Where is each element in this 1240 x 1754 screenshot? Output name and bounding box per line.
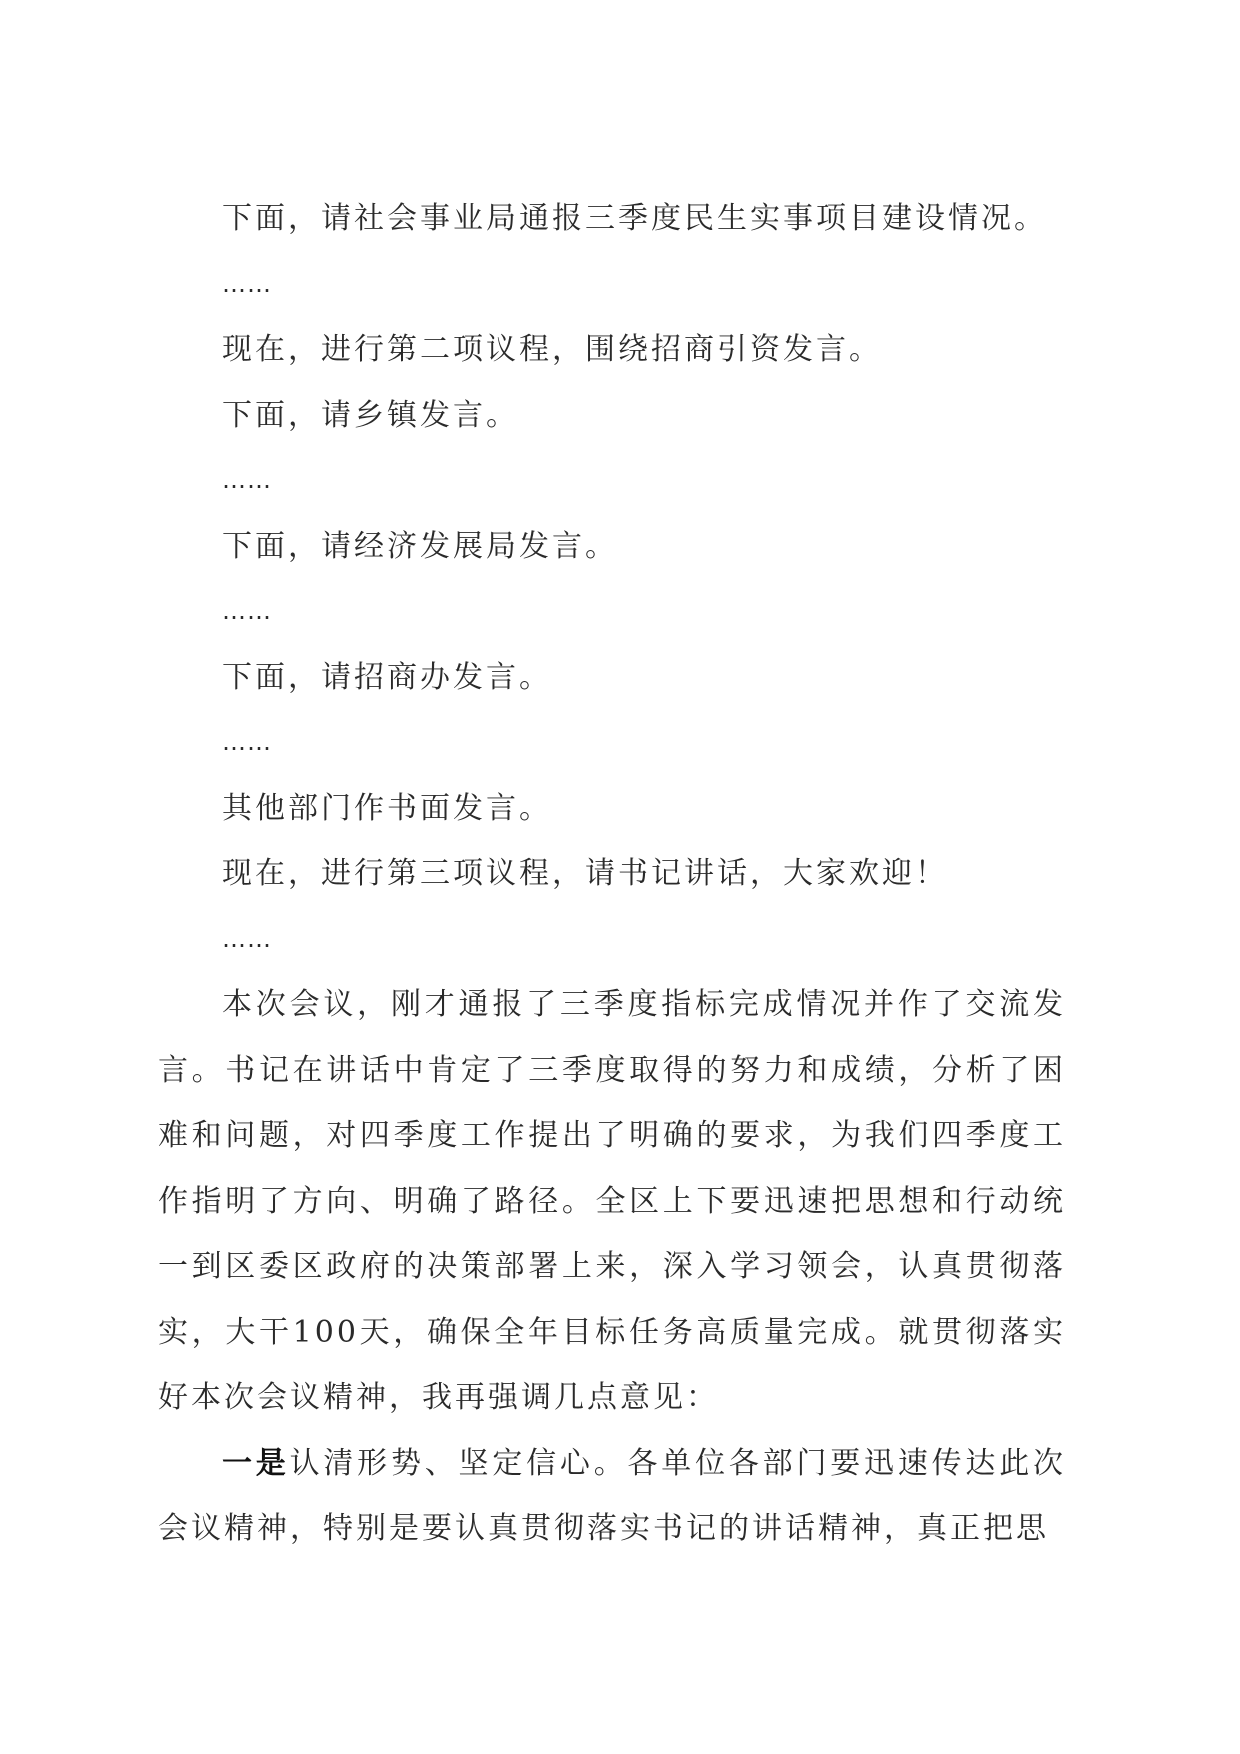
agenda-line-7: 现在，进行第三项议程，请书记讲话，大家欢迎！ bbox=[222, 856, 948, 891]
summary-paragraph: 本次会议，刚才通报了三季度指标完成情况并作了交流发言。书记在讲话中肯定了三季度取得的努力和成绩，分析了困难和问题，对四季度工作提出了明确的要求，为我们四季度工作指明了方向、明确了路径。全区上下要迅速把思想和行动统一到区委区政府的决策部署上来，深入学习领会，认真贯彻落实，大干100天，确保全年目标任务高质量完成。就贯彻落实好本次会议精神，我再强调几点意见： bbox=[158, 987, 1066, 1415]
agenda-line-3: 下面，请乡镇发言。 bbox=[222, 397, 519, 433]
document-body bbox=[158, 186, 1066, 1562]
ellipsis-line: …… bbox=[222, 466, 272, 494]
ellipsis-line: …… bbox=[222, 924, 272, 953]
agenda-line-4: 下面，请经济发展局发言。 bbox=[222, 528, 618, 564]
agenda-line-5: 下面，请招商办发言。 bbox=[222, 659, 552, 695]
agenda-line-6: 其他部门作书面发言。 bbox=[222, 790, 552, 826]
point-one-text: 认清形势、坚定信心。各单位各部门要迅速传达此次会议精神，特别是要认真贯彻落实书记的讲话精神，真正把思 bbox=[158, 1445, 1067, 1546]
ellipsis-line: …… bbox=[222, 269, 272, 298]
point-one-paragraph bbox=[158, 1431, 1066, 1562]
ellipsis-line: …… bbox=[222, 597, 272, 625]
agenda-line-1: 下面，请社会事业局通报三季度民生实事项目建设情况。 bbox=[222, 201, 1047, 236]
point-one-lead: 一是 bbox=[222, 1445, 290, 1481]
ellipsis-line: …… bbox=[222, 728, 272, 756]
agenda-line-2: 现在，进行第二项议程，围绕招商引资发言。 bbox=[222, 332, 882, 367]
